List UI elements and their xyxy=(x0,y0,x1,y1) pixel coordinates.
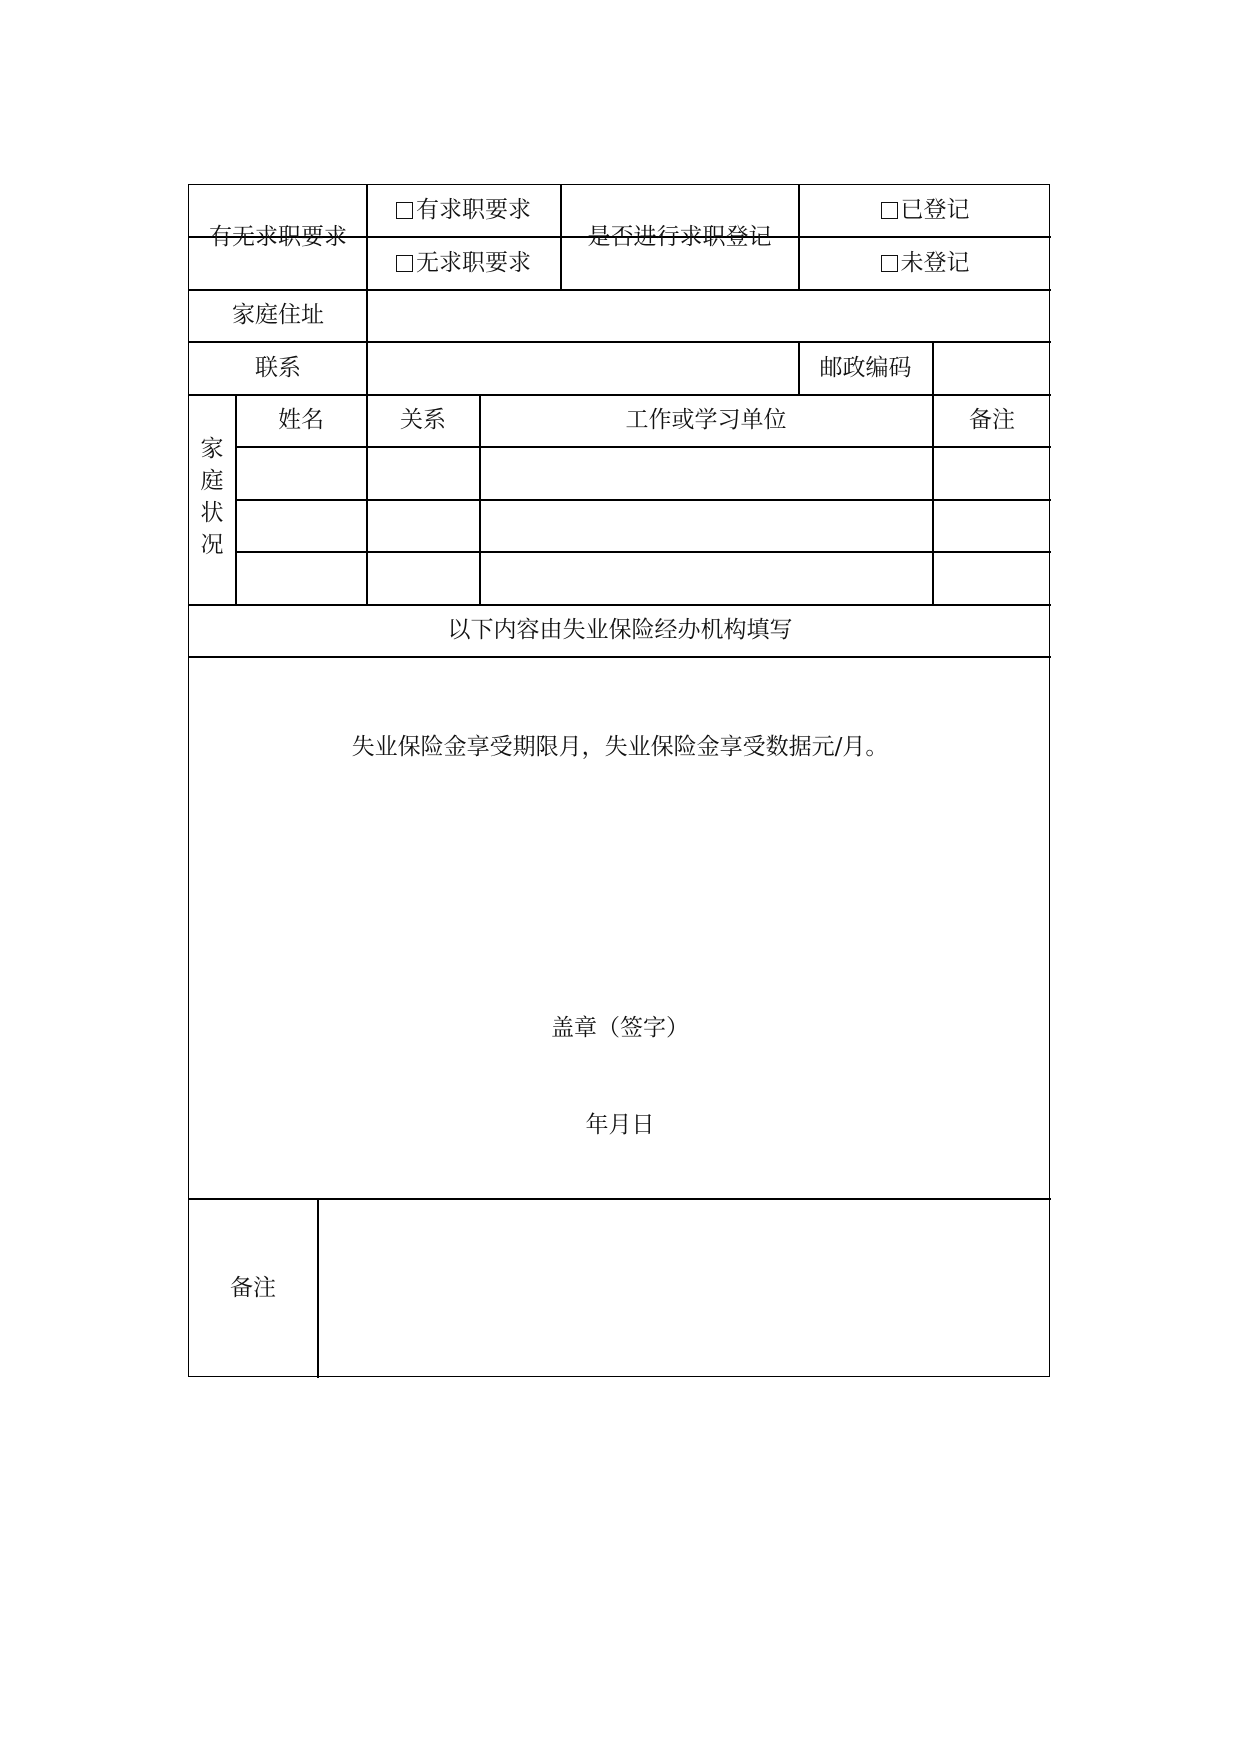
option-not-registered[interactable] xyxy=(799,237,1051,289)
remarks-field[interactable] xyxy=(325,1199,1045,1378)
family-row-3-workplace[interactable] xyxy=(480,552,932,604)
checkbox-registered[interactable] xyxy=(881,202,898,219)
contact-field[interactable] xyxy=(373,342,793,394)
family-header-relation: 关系 xyxy=(400,407,446,433)
family-header-remarks: 备注 xyxy=(969,407,1015,433)
family-row-2-workplace[interactable] xyxy=(480,500,932,551)
option-registered[interactable] xyxy=(799,185,1051,236)
option-not-registered-label: 未登记 xyxy=(900,249,970,276)
family-row-1-relation[interactable] xyxy=(367,447,479,499)
remarks-label: 备注 xyxy=(230,1275,276,1301)
family-row-2-relation[interactable] xyxy=(367,500,479,551)
unemployment-form-table xyxy=(188,184,1050,1377)
postal-code-label: 邮政编码 xyxy=(819,354,912,381)
option-registered-label: 已登记 xyxy=(900,197,970,223)
postal-code-field[interactable] xyxy=(939,342,1045,394)
divider xyxy=(932,341,934,394)
checkbox-has-job-request[interactable] xyxy=(396,202,413,219)
family-row-1-remarks[interactable] xyxy=(933,447,1051,499)
family-row-2-name[interactable] xyxy=(236,500,366,551)
divider xyxy=(317,1198,319,1378)
option-no-job-request[interactable] xyxy=(367,237,560,289)
option-has-job-request[interactable] xyxy=(367,185,560,236)
family-status-label: 家庭状况 xyxy=(200,436,224,558)
checkbox-no-job-request[interactable] xyxy=(396,255,413,272)
job-registration-label: 是否进行求职登记 xyxy=(587,223,772,250)
home-address-field[interactable] xyxy=(373,290,1045,341)
family-header-workplace: 工作或学习单位 xyxy=(625,407,787,433)
date-label: 年月日 xyxy=(585,1111,655,1138)
job-seeking-label: 有无求职要求 xyxy=(209,223,347,250)
option-has-job-request-label: 有求职要求 xyxy=(416,197,531,223)
family-header-name: 姓名 xyxy=(278,407,324,433)
checkbox-not-registered[interactable] xyxy=(881,255,898,272)
option-no-job-request-label: 无求职要求 xyxy=(416,249,531,276)
family-row-2-remarks[interactable] xyxy=(933,500,1051,551)
agency-section-header: 以下内容由失业保险经办机构填写 xyxy=(447,617,793,643)
contact-label: 联系 xyxy=(255,354,301,381)
family-row-1-workplace[interactable] xyxy=(480,447,932,499)
benefit-statement: 失业保险金享受期限月，失业保险金享受数据元/月。 xyxy=(351,733,889,760)
family-row-3-name[interactable] xyxy=(236,552,366,604)
stamp-signature-label: 盖章（签字） xyxy=(551,1014,689,1041)
family-row-3-relation[interactable] xyxy=(367,552,479,604)
family-row-3-remarks[interactable] xyxy=(933,552,1051,604)
divider xyxy=(189,656,1051,658)
family-row-1-name[interactable] xyxy=(236,447,366,499)
home-address-label: 家庭住址 xyxy=(232,302,324,328)
